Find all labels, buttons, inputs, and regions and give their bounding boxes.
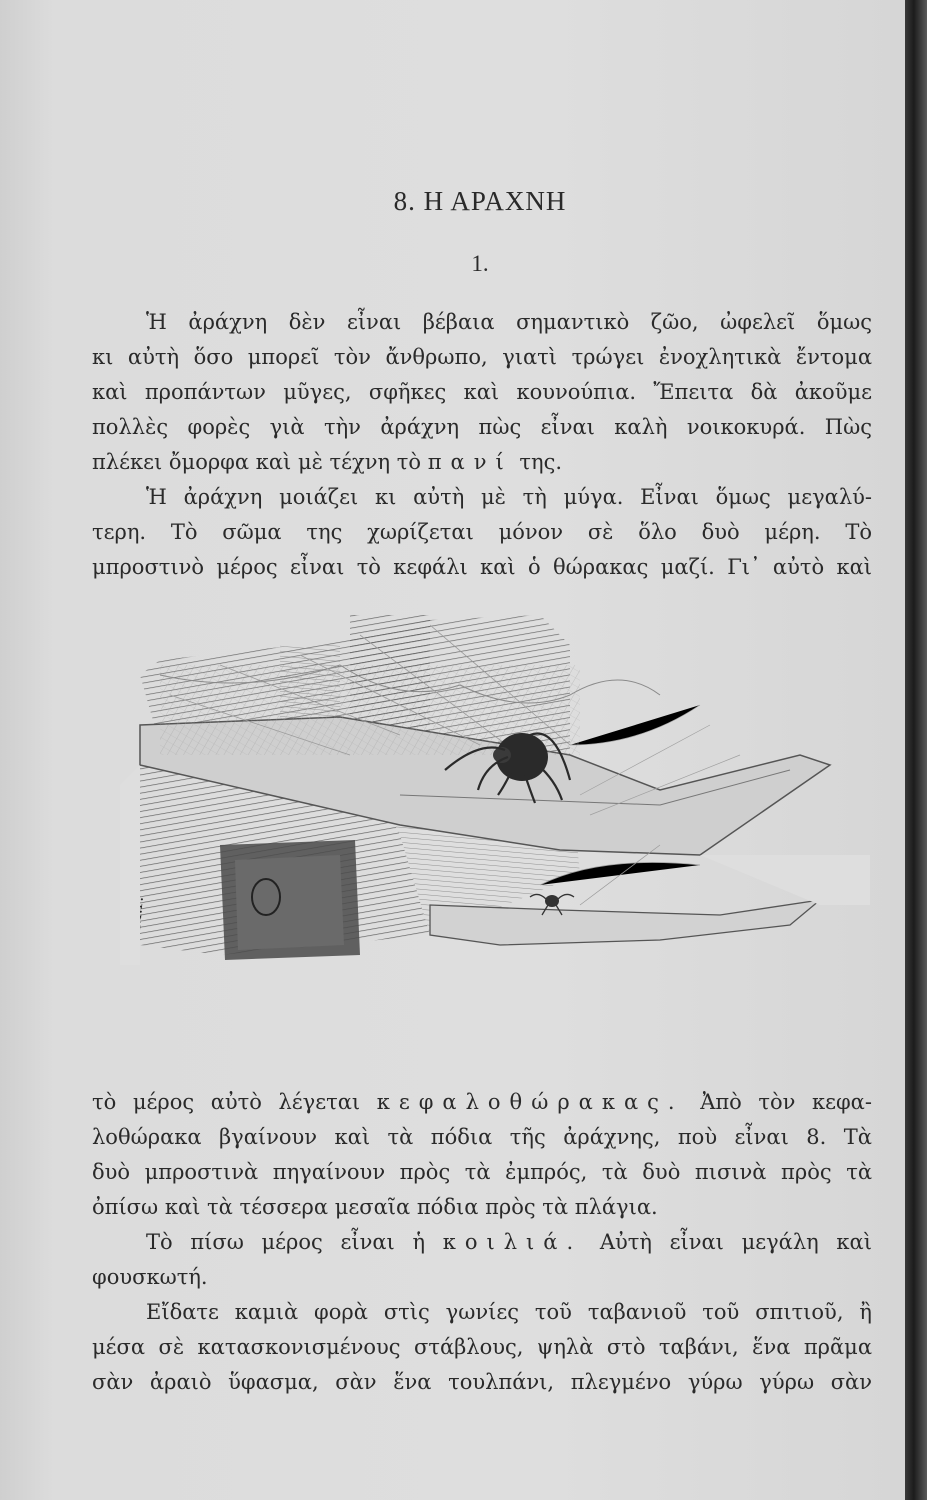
text-line: κι αὐτὴ ὅσο μπορεῖ τὸν ἄνθρωπο, γιατὶ τρώγει ἐνοχλητικὰ ἔντομα bbox=[92, 345, 872, 369]
text-line: τερη. Τὸ σῶμα της χωρίζεται μόνον σὲ ὅλο δυὸ μέρη. Τὸ bbox=[92, 520, 872, 544]
text-line: πολλὲς φορὲς γιὰ τὴν ἀράχνη πὼς εἶναι καλὴ νοικοκυρά. Πὼς bbox=[92, 415, 872, 439]
page-binding-edge bbox=[905, 0, 927, 1500]
text-line: σὰν ἀραιὸ ὕφασμα, σὰν ἕνα τουλπάνι, πλεγμένο γύρω γύρω σὰν bbox=[92, 1370, 872, 1394]
text-run: πλέκει ὄμορφα καὶ μὲ τέχνη τὸ bbox=[92, 450, 422, 474]
text-line bbox=[146, 1227, 872, 1257]
spaced-term: κεφαλοθώρακας. bbox=[376, 1090, 684, 1114]
text-line: Ἡ ἀράχνη μοιάζει κι αὐτὴ μὲ τὴ μύγα. Εἶναι ὅμως μεγαλύ- bbox=[146, 485, 872, 509]
text-line: λοθώρακα βγαίνουν καὶ τὰ πόδια τῆς ἀράχνης, ποὺ εἶναι 8. Τὰ bbox=[92, 1125, 872, 1149]
text-line: μέσα σὲ κατασκονισμένους στάβλους, ψηλὰ στὸ ταβάνι, ἕνα πρᾶμα bbox=[92, 1335, 872, 1359]
text-line: ὀπίσω καὶ τὰ τέσσερα μεσαῖα πόδια πρὸς τὰ πλάγια. bbox=[92, 1195, 658, 1219]
spider-web-illustration bbox=[100, 605, 870, 1055]
chapter-title: 8. Η ΑΡΑΧΝΗ bbox=[393, 186, 567, 216]
text-run: τὸ μέρος αὐτὸ λέγεται bbox=[92, 1090, 361, 1114]
text-run: της. bbox=[519, 450, 563, 474]
text-line: καὶ προπάντων μῦγες, σφῆκες καὶ κουνούπια. Ἔπειτα δὰ ἀκοῦμε bbox=[92, 380, 872, 404]
text-run: Αὐτὴ εἶναι μεγάλη καὶ bbox=[599, 1230, 872, 1254]
illustration-drawing bbox=[100, 605, 870, 1055]
text-run: Τὸ πίσω μέρος εἶναι ἡ bbox=[146, 1230, 426, 1254]
text-line: δυὸ μπροστινὰ πηγαίνουν πρὸς τὰ ἐμπρός, τὰ δυὸ πισινὰ πρὸς τὰ bbox=[92, 1160, 872, 1184]
spaced-term: πανί bbox=[427, 450, 513, 474]
text-line bbox=[92, 1087, 872, 1117]
text-line: Εἴδατε καμιὰ φορὰ στὶς γωνίες τοῦ ταβανιοῦ τοῦ σπιτιοῦ, ἢ bbox=[146, 1300, 872, 1324]
text-line: φουσκωτή. bbox=[92, 1265, 208, 1289]
spaced-term: κοιλιά. bbox=[442, 1230, 583, 1254]
text-line: Ἡ ἀράχνη δὲν εἶναι βέβαια σημαντικὸ ζῶο, ὠφελεῖ ὅμως bbox=[146, 310, 872, 334]
text-run: Ἀπὸ τὸν κεφα- bbox=[700, 1090, 872, 1114]
text-line bbox=[92, 447, 872, 477]
text-line: μπροστινὸ μέρος εἶναι τὸ κεφάλι καὶ ὁ θώρακας μαζί. Γι᾽ αὐτὸ καὶ bbox=[92, 555, 872, 579]
section-number: 1. bbox=[471, 251, 489, 276]
